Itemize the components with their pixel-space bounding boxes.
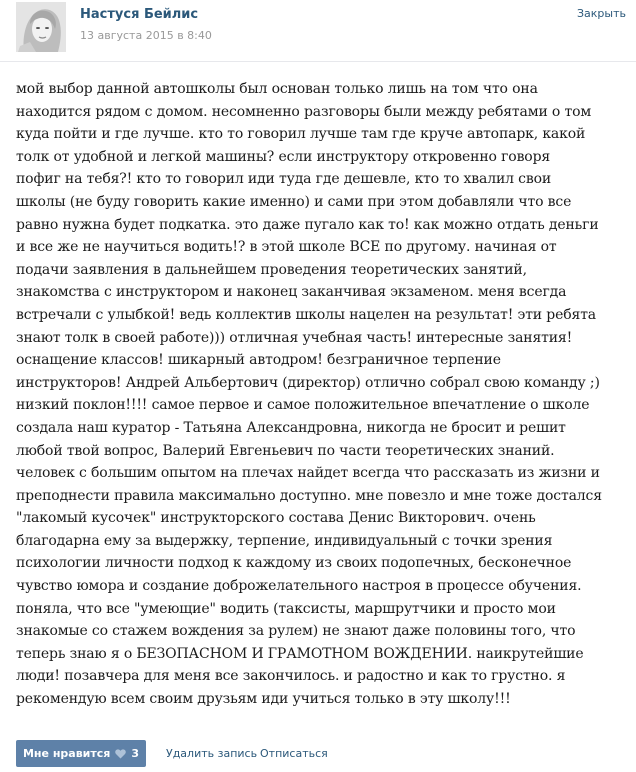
heart-icon [115, 749, 126, 759]
post-date[interactable]: 13 августа 2015 в 8:40 [80, 29, 212, 42]
author-name[interactable]: Настуся Бейлис [80, 7, 199, 22]
post-text: мой выбор данной автошколы был основан только лишь на том что она находится рядом с домом. несомненно разговоры были между ребятами о том куда пойти и где лучше. кто то говорил лучше там где круче автопарк, какой толк от удобной и легкой машины? если инструктору откровенно говоря пофиг на тебя?! кто то говорил иди туда где дешевле, кто то хвалил свои школы (не буду говорить какие именно) и сами при этом добавляли что все равно нужна будет подкатка. это даже пугало как то! как можно отдать деньги и все же не научиться водить!? в этой школе ВСЕ по другому. начиная от подачи заявления в дальнейшем проведения теоретических занятий, знакомства с инструктором и наконец заканчивая экзаменом. меня всегда встречали с улыбкой! ведь коллектив школы нацелен на результат! эти ребята знают толк в своей работе))) отличная учебная часть! интересные занятия! оснащение классов! шикарный автодром! безграничное терпение инструкторов! Андрей Альбертович (директор) отлично собрал свою команду ;) низкий поклон!!!! самое первое и самое положительное впечатление о школе создала наш куратор - Татьяна Александровна, никогда не бросит и решит любой твой вопрос, Валерий Евгеньевич по части теоретических знаний. человек с большим опытом на плечах найдет всегда что рассказать из жизни и преподнести правила максимально доступно. мне повезло и мне тоже достался "лакомый кусочек" инструкторского состава Денис Викторович. очень благодарна ему за выдержку, терпение, индивидуальный с точки зрения психологии личности подход к каждому из своих подопечных, бесконечное чувство юмора и создание доброжелательного настроя в процессе обучения. поняла, что все "умеющие" водить (таксисты, маршрутчики и просто мои знакомые со стажем вождения за рулем) не знают даже половины того, что теперь знаю я о БЕЗОПАСНОМ И ГРАМОТНОМ ВОЖДЕНИИ. наикрутейшие люди! позавчера для меня все закончилось. и радостно и как то грустно. я рекомендую всем своим друзьям иди учиться только в эту школу!!! [16, 81, 602, 708]
header-divider [0, 61, 636, 62]
post-header [0, 0, 636, 62]
close-button[interactable]: Закрыть [577, 7, 626, 20]
avatar-photo [16, 2, 66, 52]
delete-post-link[interactable]: Удалить запись [166, 747, 258, 760]
unsubscribe-link[interactable]: Отписаться [260, 747, 328, 760]
like-label: Мне нравится [22, 747, 111, 760]
avatar[interactable] [16, 2, 66, 52]
like-count: 3 [131, 747, 140, 760]
like-button[interactable] [16, 740, 146, 767]
